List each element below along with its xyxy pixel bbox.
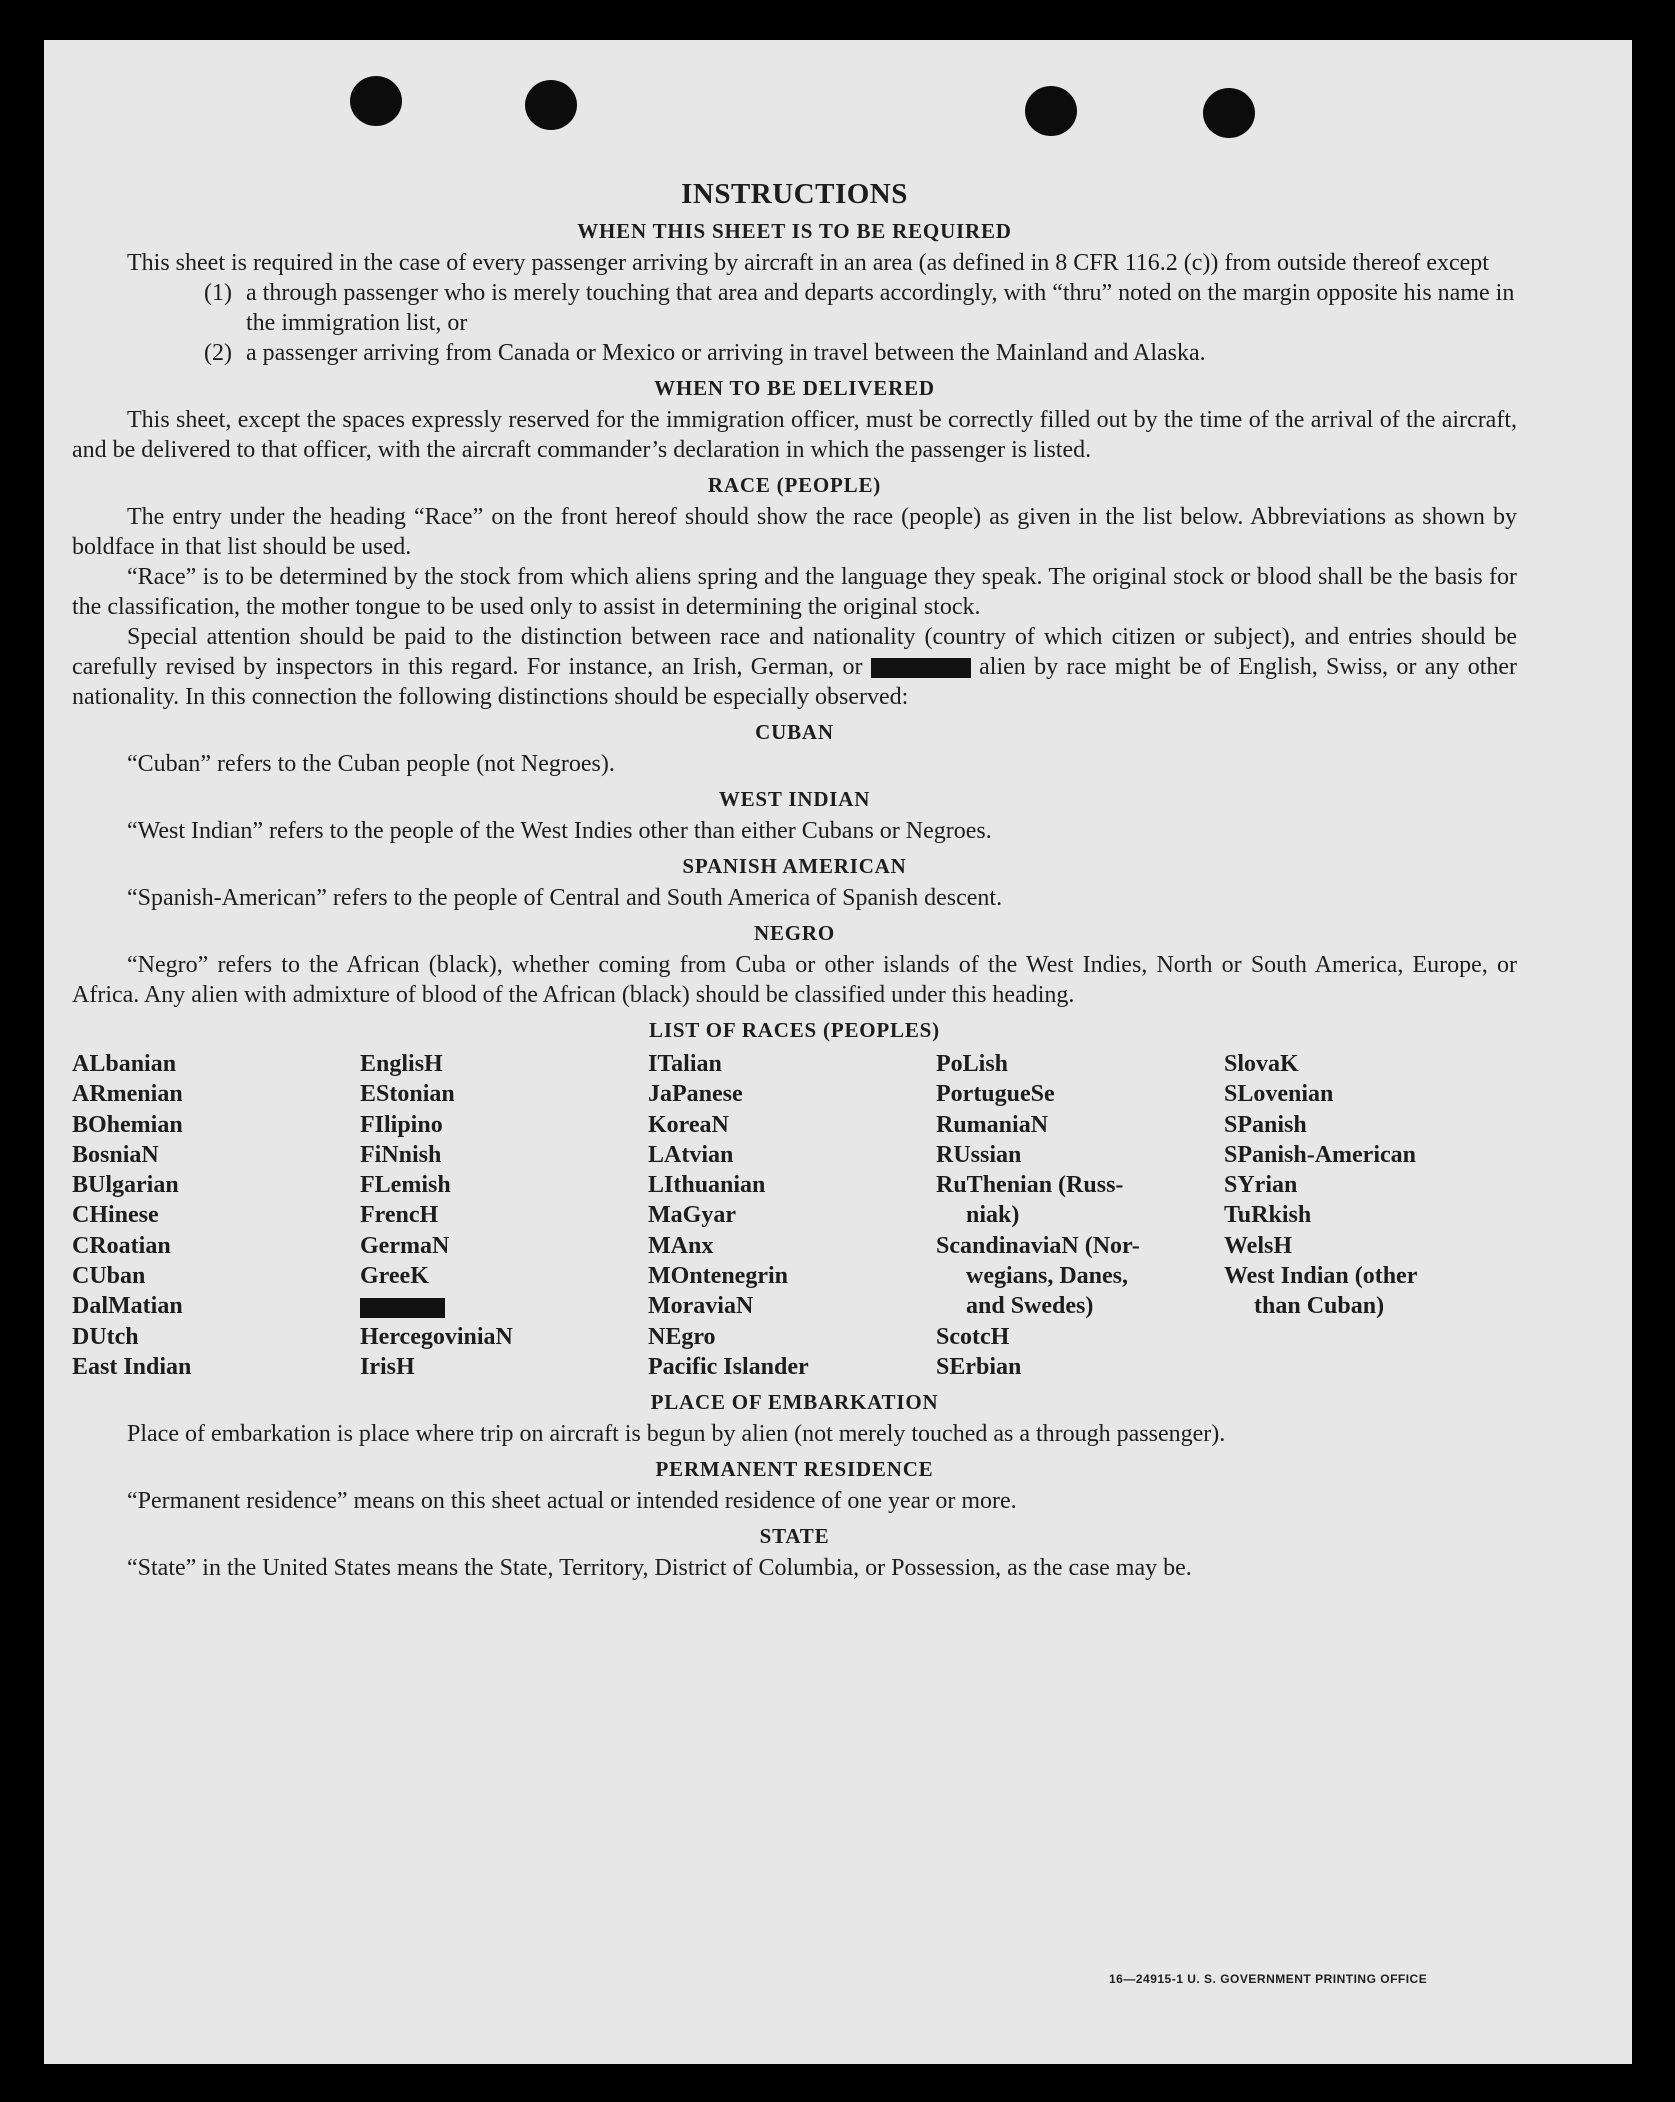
race-entry: IrisH: [360, 1353, 415, 1380]
printer-imprint: 16—24915-1 U. S. GOVERNMENT PRINTING OFFICE: [1109, 1972, 1428, 1986]
punch-hole: [350, 76, 402, 126]
races-column-4: [936, 1049, 1224, 1382]
race-entry: LIthuanian: [648, 1172, 766, 1199]
races-list: [72, 1049, 1517, 1382]
punch-hole: [1025, 86, 1077, 136]
race-paragraph-3b: alien by race might be of English, Swiss, or any other nationality. In this connection the following distinctions should be especially observed:: [72, 654, 1518, 710]
race-entry: Pacific Islander: [648, 1353, 809, 1380]
form-sheet: [44, 40, 1632, 2064]
redaction-mark: [360, 1298, 445, 1318]
race-entry: ScotcH: [936, 1323, 1010, 1350]
race-paragraph-2: “Race” is to be determined by the stock from which aliens spring and the language they speak. The original stock or blood shall be the basis for the classification, the mother tongue to be used only to assist in determining the original stock.: [72, 564, 1517, 620]
state-text: “State” in the United States means the State, Territory, District of Columbia, or Possession, as the case may be.: [127, 1555, 1192, 1582]
race-entry: MOntenegrin: [648, 1263, 788, 1290]
residence-text: “Permanent residence” means on this sheet actual or intended residence of one year or more.: [127, 1488, 1017, 1515]
race-entry: TuRkish: [1224, 1202, 1312, 1229]
race-entry: GermaN: [360, 1232, 450, 1259]
race-entry: FLemish: [360, 1172, 451, 1199]
race-entry: JaPanese: [648, 1081, 743, 1108]
race-entry: DalMatian: [72, 1293, 183, 1320]
race-entry: GreeK: [360, 1263, 429, 1290]
race-entry: East Indian: [72, 1353, 192, 1380]
race-entry: RuThenian (Russ-: [936, 1172, 1124, 1199]
race-entry: LAtvian: [648, 1141, 734, 1168]
race-entry: DUtch: [72, 1323, 139, 1350]
page-title: INSTRUCTIONS: [681, 178, 908, 210]
race-entry: SLovenian: [1224, 1081, 1334, 1108]
races-column-3: [648, 1049, 936, 1382]
races-column-1: [72, 1049, 360, 1382]
when-required-intro: This sheet is required in the case of every passenger arriving by aircraft in an area (as defined in 8 CFR 116.2 (c)) from outside thereof except: [127, 250, 1489, 276]
heading-race: RACE (PEOPLE): [707, 473, 882, 497]
heading-cuban: CUBAN: [755, 720, 834, 744]
race-entry: BOhemian: [72, 1111, 183, 1138]
west-indian-text: “West Indian” refers to the people of the West Indies other than either Cubans or Negroes.: [127, 818, 992, 844]
race-entry: BUlgarian: [72, 1172, 179, 1199]
race-entry: MoraviaN: [648, 1293, 754, 1320]
race-entry: HercegoviniaN: [360, 1323, 513, 1350]
race-entry: West Indian (other: [1224, 1263, 1418, 1290]
spanish-american-text: “Spanish-American” refers to the people of Central and South America of Spanish descent.: [127, 885, 1003, 911]
race-entry: CRoatian: [72, 1232, 171, 1259]
races-column-2: [360, 1049, 648, 1382]
races-column-5: [1224, 1049, 1512, 1382]
race-entry: ARmenian: [72, 1081, 183, 1108]
race-entry: SErbian: [936, 1353, 1022, 1380]
race-entry: FIlipino: [360, 1111, 443, 1138]
race-paragraph-3: [72, 622, 1517, 712]
race-paragraph-1: The entry under the heading “Race” on the front hereof should show the race (people) as given in the list below. Abbreviations as shown by boldface in that list should be used.: [72, 504, 1517, 560]
race-entry: SYrian: [1224, 1172, 1298, 1199]
when-delivered-text: This sheet, except the spaces expressly reserved for the immigration officer, must be correctly filled out by the time of the arrival of the aircraft, and be delivered to that officer, with the aircraft commander’s declaration in which the passenger is listed.: [72, 407, 1517, 463]
race-entry: PoLish: [936, 1051, 1009, 1077]
embarkation-text: Place of embarkation is place where trip on aircraft is begun by alien (not merely touched as a through passenger).: [127, 1421, 1226, 1448]
race-entry: SlovaK: [1224, 1051, 1299, 1077]
race-entry: FrencH: [360, 1202, 439, 1229]
race-entry: KoreaN: [648, 1111, 729, 1138]
race-entry: BosniaN: [72, 1141, 159, 1168]
heading-west-indian: WEST INDIAN: [718, 787, 871, 811]
heading-when-required: WHEN THIS SHEET IS TO BE REQUIRED: [577, 219, 1012, 243]
race-entry: than Cuban): [1254, 1293, 1385, 1320]
heading-state: STATE: [759, 1524, 830, 1549]
heading-negro: NEGRO: [753, 921, 835, 945]
heading-races-list: LIST OF RACES (PEOPLES): [649, 1018, 940, 1042]
instructions-content: [72, 178, 1517, 1583]
punch-hole: [525, 80, 577, 130]
race-paragraph-3a: Special attention should be paid to the distinction between race and nationality (country of which citizen or subject), and entries should be carefully revised by inspectors in this regard. For instance, an Irish, German, or: [72, 624, 1517, 680]
heading-embarkation: PLACE OF EMBARKATION: [650, 1390, 939, 1415]
exception-item: [72, 338, 1517, 368]
race-entry: PortugueSe: [936, 1081, 1055, 1108]
race-entry: MAnx: [648, 1232, 714, 1259]
race-entry: and Swedes): [966, 1293, 1094, 1320]
race-entry: SPanish-American: [1224, 1141, 1416, 1168]
negro-text: “Negro” refers to the African (black), whether coming from Cuba or other islands of the West Indies, North or South America, Europe, or Africa. Any alien with admixture of blood of the African (black) should be classified under this heading.: [72, 952, 1517, 1008]
heading-residence: PERMANENT RESIDENCE: [655, 1457, 934, 1482]
race-entry: WelsH: [1224, 1232, 1293, 1259]
race-entry: ScandinaviaN (Nor-: [936, 1232, 1140, 1259]
race-entry: EStonian: [360, 1081, 455, 1108]
heading-when-delivered: WHEN TO BE DELIVERED: [654, 376, 935, 400]
race-entry: niak): [966, 1202, 1020, 1229]
redaction-mark: [871, 658, 971, 678]
race-entry: CUban: [72, 1263, 146, 1290]
exception-text: a through passenger who is merely touching that area and departs accordingly, with “thru” noted on the margin opposite his name in the immigration list, or: [246, 280, 1515, 336]
race-entry: ITalian: [648, 1051, 722, 1077]
exception-item: [72, 278, 1517, 338]
race-entry: EnglisH: [360, 1051, 443, 1077]
exception-number: (1): [204, 280, 232, 306]
race-entry-redacted: [360, 1291, 648, 1321]
exception-number: (2): [204, 340, 232, 366]
race-entry: MaGyar: [648, 1202, 736, 1229]
heading-spanish-american: SPANISH AMERICAN: [682, 854, 907, 878]
race-entry: wegians, Danes,: [966, 1263, 1129, 1290]
race-entry: ALbanian: [72, 1051, 177, 1077]
race-entry: CHinese: [72, 1202, 159, 1229]
race-entry: FiNnish: [360, 1141, 442, 1168]
race-entry: SPanish: [1224, 1111, 1307, 1138]
race-entry: RUssian: [936, 1141, 1022, 1168]
cuban-text: “Cuban” refers to the Cuban people (not Negroes).: [127, 751, 615, 777]
race-entry: NEgro: [648, 1323, 716, 1350]
exception-text: a passenger arriving from Canada or Mexico or arriving in travel between the Mainland and Alaska.: [246, 340, 1206, 366]
punch-hole: [1203, 88, 1255, 138]
race-entry: RumaniaN: [936, 1111, 1049, 1138]
